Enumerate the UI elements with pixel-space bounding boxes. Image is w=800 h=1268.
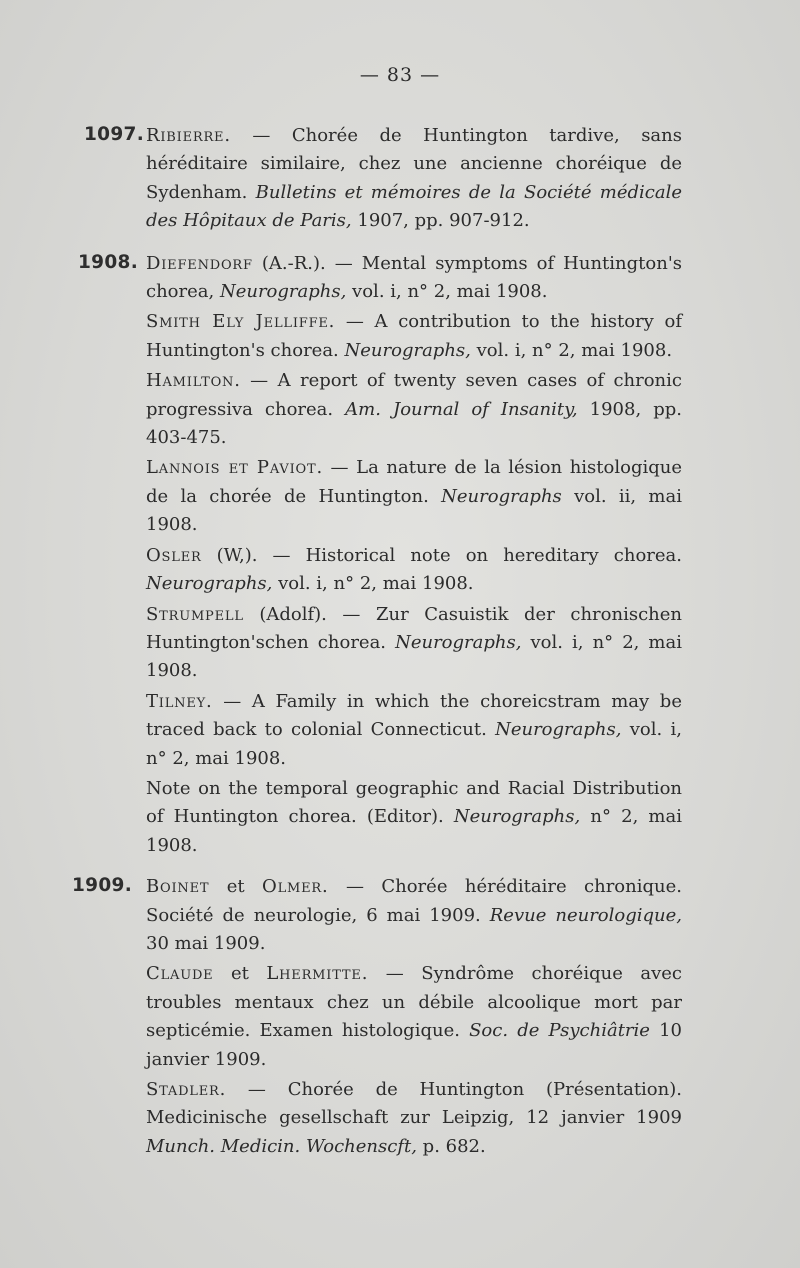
- entry-source: Munch. Medicin. Wochenscft,: [146, 1135, 417, 1157]
- entry-conjunction: et: [213, 963, 267, 985]
- entry-source: Neurographs,: [146, 573, 273, 595]
- entry-source: Neurographs,: [219, 281, 347, 303]
- entry-author: Lannois et Paviot.: [146, 457, 323, 479]
- year-label: 1097.: [84, 124, 145, 145]
- entry-tail: vol. i, n° 2, mai 1908.: [346, 281, 548, 303]
- entry-tail: 10 janvier 1909.: [146, 1020, 682, 1070]
- entry-author: Hamilton.: [146, 370, 241, 392]
- entry-author-second: Olmer.: [262, 876, 329, 898]
- entry-author-second: Lhermitte.: [266, 963, 369, 985]
- entry-tail: vol. i, n° 2, mai 1908.: [146, 719, 682, 769]
- entry-text: — A Family in which the choreicstram may be traced back to colonial Connecticut.: [146, 690, 682, 741]
- year-group-1097: [0, 122, 800, 236]
- entry-author: Osler: [146, 544, 202, 566]
- page-number: — 83 —: [359, 64, 441, 86]
- bibliography-entry: [146, 688, 682, 773]
- entry-text: — A report of twenty seven cases of chronic progressiva chorea.: [146, 370, 682, 420]
- entry-text: — La nature de la lésion histologique de la chorée de Huntington.: [146, 457, 682, 507]
- entry-author: Claude: [146, 963, 214, 985]
- entry-source: Am. Journal of Insanity,: [345, 398, 578, 420]
- year-group-1908: [0, 250, 800, 861]
- bibliography-entry: [146, 122, 682, 236]
- entry-text: (A.-R.). — Mental symptoms of Huntington's chorea,: [146, 252, 682, 303]
- entry-tail: p. 682.: [416, 1135, 486, 1157]
- entry-tail: 30 mai 1909.: [146, 932, 266, 954]
- entry-author: Tilney.: [146, 690, 213, 712]
- bibliography-entry: [146, 873, 682, 958]
- entry-text: Note on the temporal geographic and Racial Distribution of Huntington chorea. (Editor).: [146, 777, 682, 828]
- entry-author: Strumpell: [146, 603, 244, 625]
- bibliography-entry: [146, 1076, 682, 1161]
- bibliography-entry: [146, 601, 682, 686]
- year-label: 1908.: [78, 251, 139, 273]
- entry-text: (Adolf). — Zur Casuistik der chronischen Huntington'schen chorea.: [146, 603, 682, 653]
- entry-tail: 1908, pp. 403-475.: [146, 398, 682, 449]
- entry-text: — Syndrôme choréique avec troubles mentaux chez un débile alcoolique mort par septicémie. Examen histologique.: [146, 963, 682, 1042]
- entry-author: Smith Ely Jelliffe.: [146, 311, 336, 333]
- bibliography-entry: [146, 454, 682, 539]
- entry-source: Neurographs,: [453, 806, 581, 828]
- bibliography-entry: [146, 308, 682, 365]
- entry-conjunction: et: [209, 876, 263, 898]
- entry-author: Stadler.: [146, 1079, 227, 1100]
- entry-source: Neurographs,: [495, 719, 622, 741]
- entry-author: Boinet: [146, 876, 210, 898]
- entry-text: — Chorée de Huntington tardive, sans héréditaire similaire, chez une ancienne choréique de Sydenham.: [146, 125, 682, 203]
- entry-tail: n° 2, mai 1908.: [146, 806, 682, 856]
- entry-tail: vol. i, n° 2, mai 1908.: [272, 573, 474, 595]
- entry-text: (W,). — Historical note on hereditary chorea.: [201, 544, 682, 566]
- entry-source: Neurographs: [441, 485, 562, 507]
- entry-tail: 1907, pp. 907-912.: [351, 210, 530, 232]
- entry-source: Soc. de Psychiâtrie: [469, 1020, 650, 1042]
- bibliography-entry: [146, 367, 682, 452]
- entry-text: — Chorée de Huntington (Présentation). Medicinische gesellschaft zur Leipzig, 12 janvier 1909: [146, 1079, 682, 1129]
- year-group-1909: [0, 873, 800, 1161]
- bibliography-entry: [146, 250, 682, 307]
- entry-text: — Chorée héréditaire chronique. Société de neurologie, 6 mai 1909.: [146, 876, 682, 926]
- bibliography: [0, 112, 800, 1161]
- bibliography-entry: [146, 960, 682, 1074]
- entry-tail: vol. i, n° 2, mai 1908.: [146, 631, 682, 682]
- entry-tail: vol. ii, mai 1908.: [146, 485, 682, 536]
- year-label: 1909.: [72, 875, 133, 897]
- entry-tail: vol. i, n° 2, mai 1908.: [470, 339, 673, 361]
- entry-source: Bulletins et mémoires de la Société médicale des Hôpitaux de Paris,: [146, 181, 683, 232]
- entry-source: Neurographs,: [344, 339, 471, 361]
- entry-author: Diefendorf: [146, 252, 253, 274]
- entry-source: Neurographs,: [395, 631, 522, 653]
- bibliography-entry: [146, 775, 682, 860]
- bibliography-entry: [146, 542, 682, 599]
- entry-text: — A contribution to the history of Huntington's chorea.: [146, 311, 682, 361]
- entry-source: Revue neurologique,: [489, 904, 683, 926]
- entry-author: Ribierre.: [146, 125, 231, 146]
